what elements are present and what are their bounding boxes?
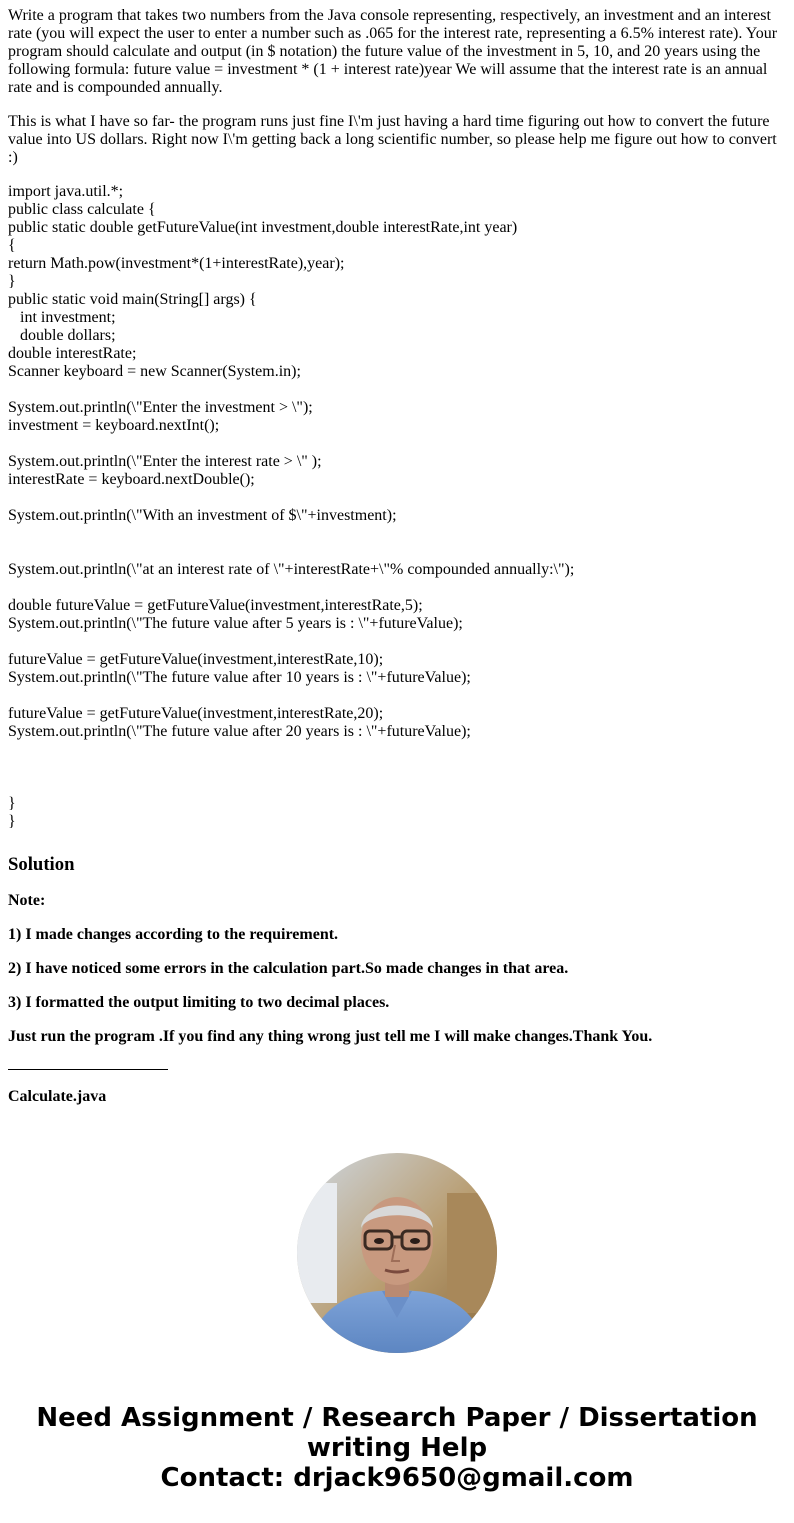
code-line: } [8, 795, 16, 812]
code-line: double futureValue = getFutureValue(investment,interestRate,5); [8, 597, 423, 614]
footer-line-2: writing Help [306, 1433, 488, 1463]
code-line: futureValue = getFutureValue(investment,interestRate,20); [8, 705, 384, 722]
footer-contact-line: Contact: drjack9650@gmail.com [160, 1463, 634, 1493]
code-line: double dollars; [8, 327, 116, 344]
code-line [8, 759, 786, 777]
solution-note-3: 3) I formatted the output limiting to two decimal places. [8, 994, 390, 1011]
code-line [8, 741, 786, 759]
code-line: public static double getFutureValue(int investment,double interestRate,int year) [8, 219, 518, 236]
code-line: System.out.println(\"The future value after 5 years is : \"+futureValue); [8, 615, 463, 632]
code-line: { [8, 237, 16, 254]
code-line: futureValue = getFutureValue(investment,interestRate,10); [8, 651, 384, 668]
code-line [8, 525, 786, 543]
code-line: System.out.println(\"With an investment of $\"+investment); [8, 507, 397, 524]
code-line: System.out.println(\"at an interest rate of \"+interestRate+\"% compounded annually:\"); [8, 561, 575, 578]
code-line: public static void main(String[] args) { [8, 291, 257, 308]
solution-closing-note: Just run the program .If you find any thing wrong just tell me I will make changes.Thank You. [8, 1028, 653, 1045]
code-line: } [8, 813, 16, 830]
code-line [8, 543, 786, 561]
code-line [8, 777, 786, 795]
code-line [8, 633, 786, 651]
document-body [8, 7, 786, 1122]
code-line: Scanner keyboard = new Scanner(System.in); [8, 363, 301, 380]
solution-filename: Calculate.java [8, 1088, 107, 1105]
question-paragraph-1: Write a program that takes two numbers from the Java console representing, respectively, an investment and an interest rate (you will expect the user to enter a number such as .065 for the interest rate, representing a 6.5% interest rate). Your program should calculate and output (in $ notation) the future value of the investment in 5, 10, and 20 years using the following formula: future value = investment * (1 + interest rate)year We will assume that the interest rate is an annual rate and is compounded annually. [8, 7, 778, 96]
code-line: import java.util.*; [8, 183, 124, 200]
code-line: System.out.println(\"Enter the investment > \"); [8, 399, 313, 416]
avatar [297, 1153, 497, 1353]
code-line: double interestRate; [8, 345, 137, 362]
code-line: int investment; [8, 309, 116, 326]
code-line [8, 435, 786, 453]
code-line [8, 579, 786, 597]
code-line: investment = keyboard.nextInt(); [8, 417, 220, 434]
code-line: System.out.println(\"The future value after 10 years is : \"+futureValue); [8, 669, 471, 686]
code-block [8, 183, 786, 831]
solution-heading: Solution [8, 854, 75, 875]
code-line: System.out.println(\"The future value after 20 years is : \"+futureValue); [8, 723, 471, 740]
footer-advertisement [0, 1403, 794, 1493]
code-line: interestRate = keyboard.nextDouble(); [8, 471, 255, 488]
question-paragraph-2: This is what I have so far- the program runs just fine I\'m just having a hard time figuring out how to convert the future value into US dollars. Right now I\'m getting back a long scientific number, so please help me figure out how to convert :) [8, 113, 777, 166]
code-line [8, 687, 786, 705]
code-line [8, 381, 786, 399]
code-line: public class calculate { [8, 201, 156, 218]
solution-note-2: 2) I have noticed some errors in the calculation part.So made changes in that area. [8, 960, 569, 977]
code-line: return Math.pow(investment*(1+interestRate),year); [8, 255, 345, 272]
code-line: } [8, 273, 16, 290]
horizontal-divider [8, 1069, 168, 1070]
footer-line-1: Need Assignment / Research Paper / Dissertation [36, 1403, 758, 1433]
code-line: System.out.println(\"Enter the interest rate > \" ); [8, 453, 322, 470]
code-line [8, 489, 786, 507]
solution-note-1: 1) I made changes according to the requirement. [8, 926, 339, 943]
person-portrait-icon [297, 1153, 497, 1353]
solution-note-label: Note: [8, 892, 46, 909]
